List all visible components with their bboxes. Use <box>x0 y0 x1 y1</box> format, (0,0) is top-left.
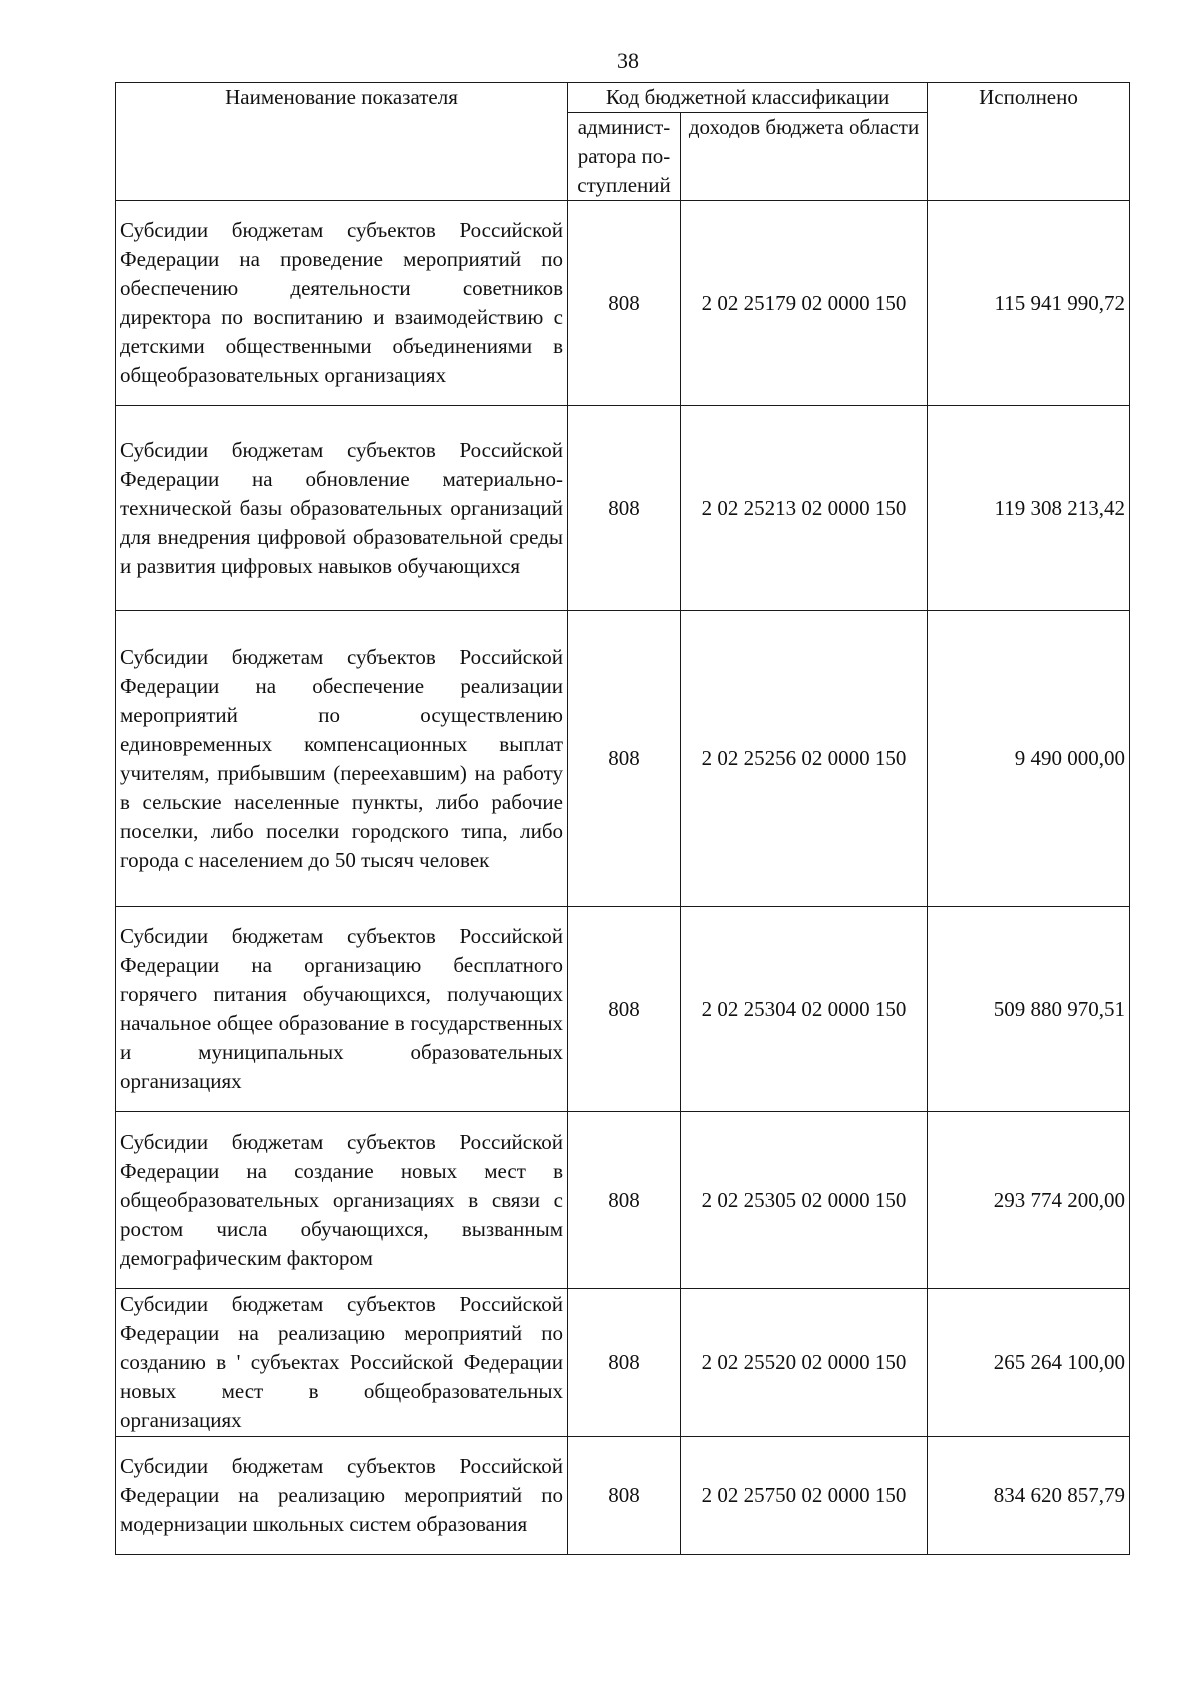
row-executed: 265 264 100,00 <box>928 1289 1130 1437</box>
row-code: 2 02 25256 02 0000 150 <box>681 611 928 907</box>
row-administrator: 808 <box>568 201 681 406</box>
table-row <box>116 611 1130 907</box>
header-executed: Исполнено <box>928 83 1130 201</box>
row-code: 2 02 25750 02 0000 150 <box>681 1437 928 1555</box>
row-executed: 509 880 970,51 <box>928 907 1130 1112</box>
table-row <box>116 907 1130 1112</box>
row-code: 2 02 25520 02 0000 150 <box>681 1289 928 1437</box>
row-executed: 293 774 200,00 <box>928 1112 1130 1289</box>
row-administrator: 808 <box>568 1437 681 1555</box>
row-code: 2 02 25179 02 0000 150 <box>681 201 928 406</box>
row-name: Субсидии бюджетам субъектов Российской Федерации на обеспечение реализации мероприятий по осуществлению единовременных компенсационных выплат учителям, прибывшим (переехавшим) на работу в сельские населенные пункты, либо рабочие поселки, либо поселки городского типа, либо города с населением до 50 тысяч человек <box>116 611 568 907</box>
row-executed: 834 620 857,79 <box>928 1437 1130 1555</box>
row-name: Субсидии бюджетам субъектов Российской Федерации на проведение мероприятий по обеспечению деятельности советников директора по воспитанию и взаимодействию с детскими общественными объединениями в общеобразовательных организациях <box>116 201 568 406</box>
row-administrator: 808 <box>568 611 681 907</box>
header-name: Наименование показателя <box>116 83 568 201</box>
row-executed: 115 941 990,72 <box>928 201 1130 406</box>
table-row <box>116 1112 1130 1289</box>
row-administrator: 808 <box>568 907 681 1112</box>
row-administrator: 808 <box>568 1289 681 1437</box>
table-row <box>116 1289 1130 1437</box>
table-row <box>116 1437 1130 1555</box>
row-administrator: 808 <box>568 1112 681 1289</box>
header-administrator: админист-ратора по-ступлений <box>568 113 681 201</box>
row-administrator: 808 <box>568 406 681 611</box>
row-name: Субсидии бюджетам субъектов Российской Федерации на реализацию мероприятий по созданию в ' субъектах Российской Федерации новых мест в общеобразовательных организациях <box>116 1289 568 1437</box>
row-name: Субсидии бюджетам субъектов Российской Федерации на реализацию мероприятий по модернизации школьных систем образования <box>116 1437 568 1555</box>
header-code-group: Код бюджетной классификации <box>568 83 928 113</box>
row-name: Субсидии бюджетам субъектов Российской Федерации на обновление материально-технической базы образовательных организаций для внедрения цифровой образовательной среды и развития цифровых навыков обучающихся <box>116 406 568 611</box>
row-name: Субсидии бюджетам субъектов Российской Федерации на создание новых мест в общеобразовательных организациях в связи с ростом числа обучающихся, вызванным демографическим фактором <box>116 1112 568 1289</box>
table-header <box>116 83 1130 201</box>
row-code: 2 02 25304 02 0000 150 <box>681 907 928 1112</box>
row-code: 2 02 25213 02 0000 150 <box>681 406 928 611</box>
header-revenue: доходов бюджета области <box>681 113 928 201</box>
budget-revenue-table <box>115 82 1130 1555</box>
table-row <box>116 201 1130 406</box>
row-name: Субсидии бюджетам субъектов Российской Федерации на организацию бесплатного горячего питания обучающихся, получающих начальное общее образование в государственных и муниципальных образовательных организациях <box>116 907 568 1112</box>
row-executed: 9 490 000,00 <box>928 611 1130 907</box>
table-body <box>116 201 1130 1555</box>
table-row <box>116 406 1130 611</box>
row-executed: 119 308 213,42 <box>928 406 1130 611</box>
page-number: 38 <box>617 48 639 73</box>
row-code: 2 02 25305 02 0000 150 <box>681 1112 928 1289</box>
